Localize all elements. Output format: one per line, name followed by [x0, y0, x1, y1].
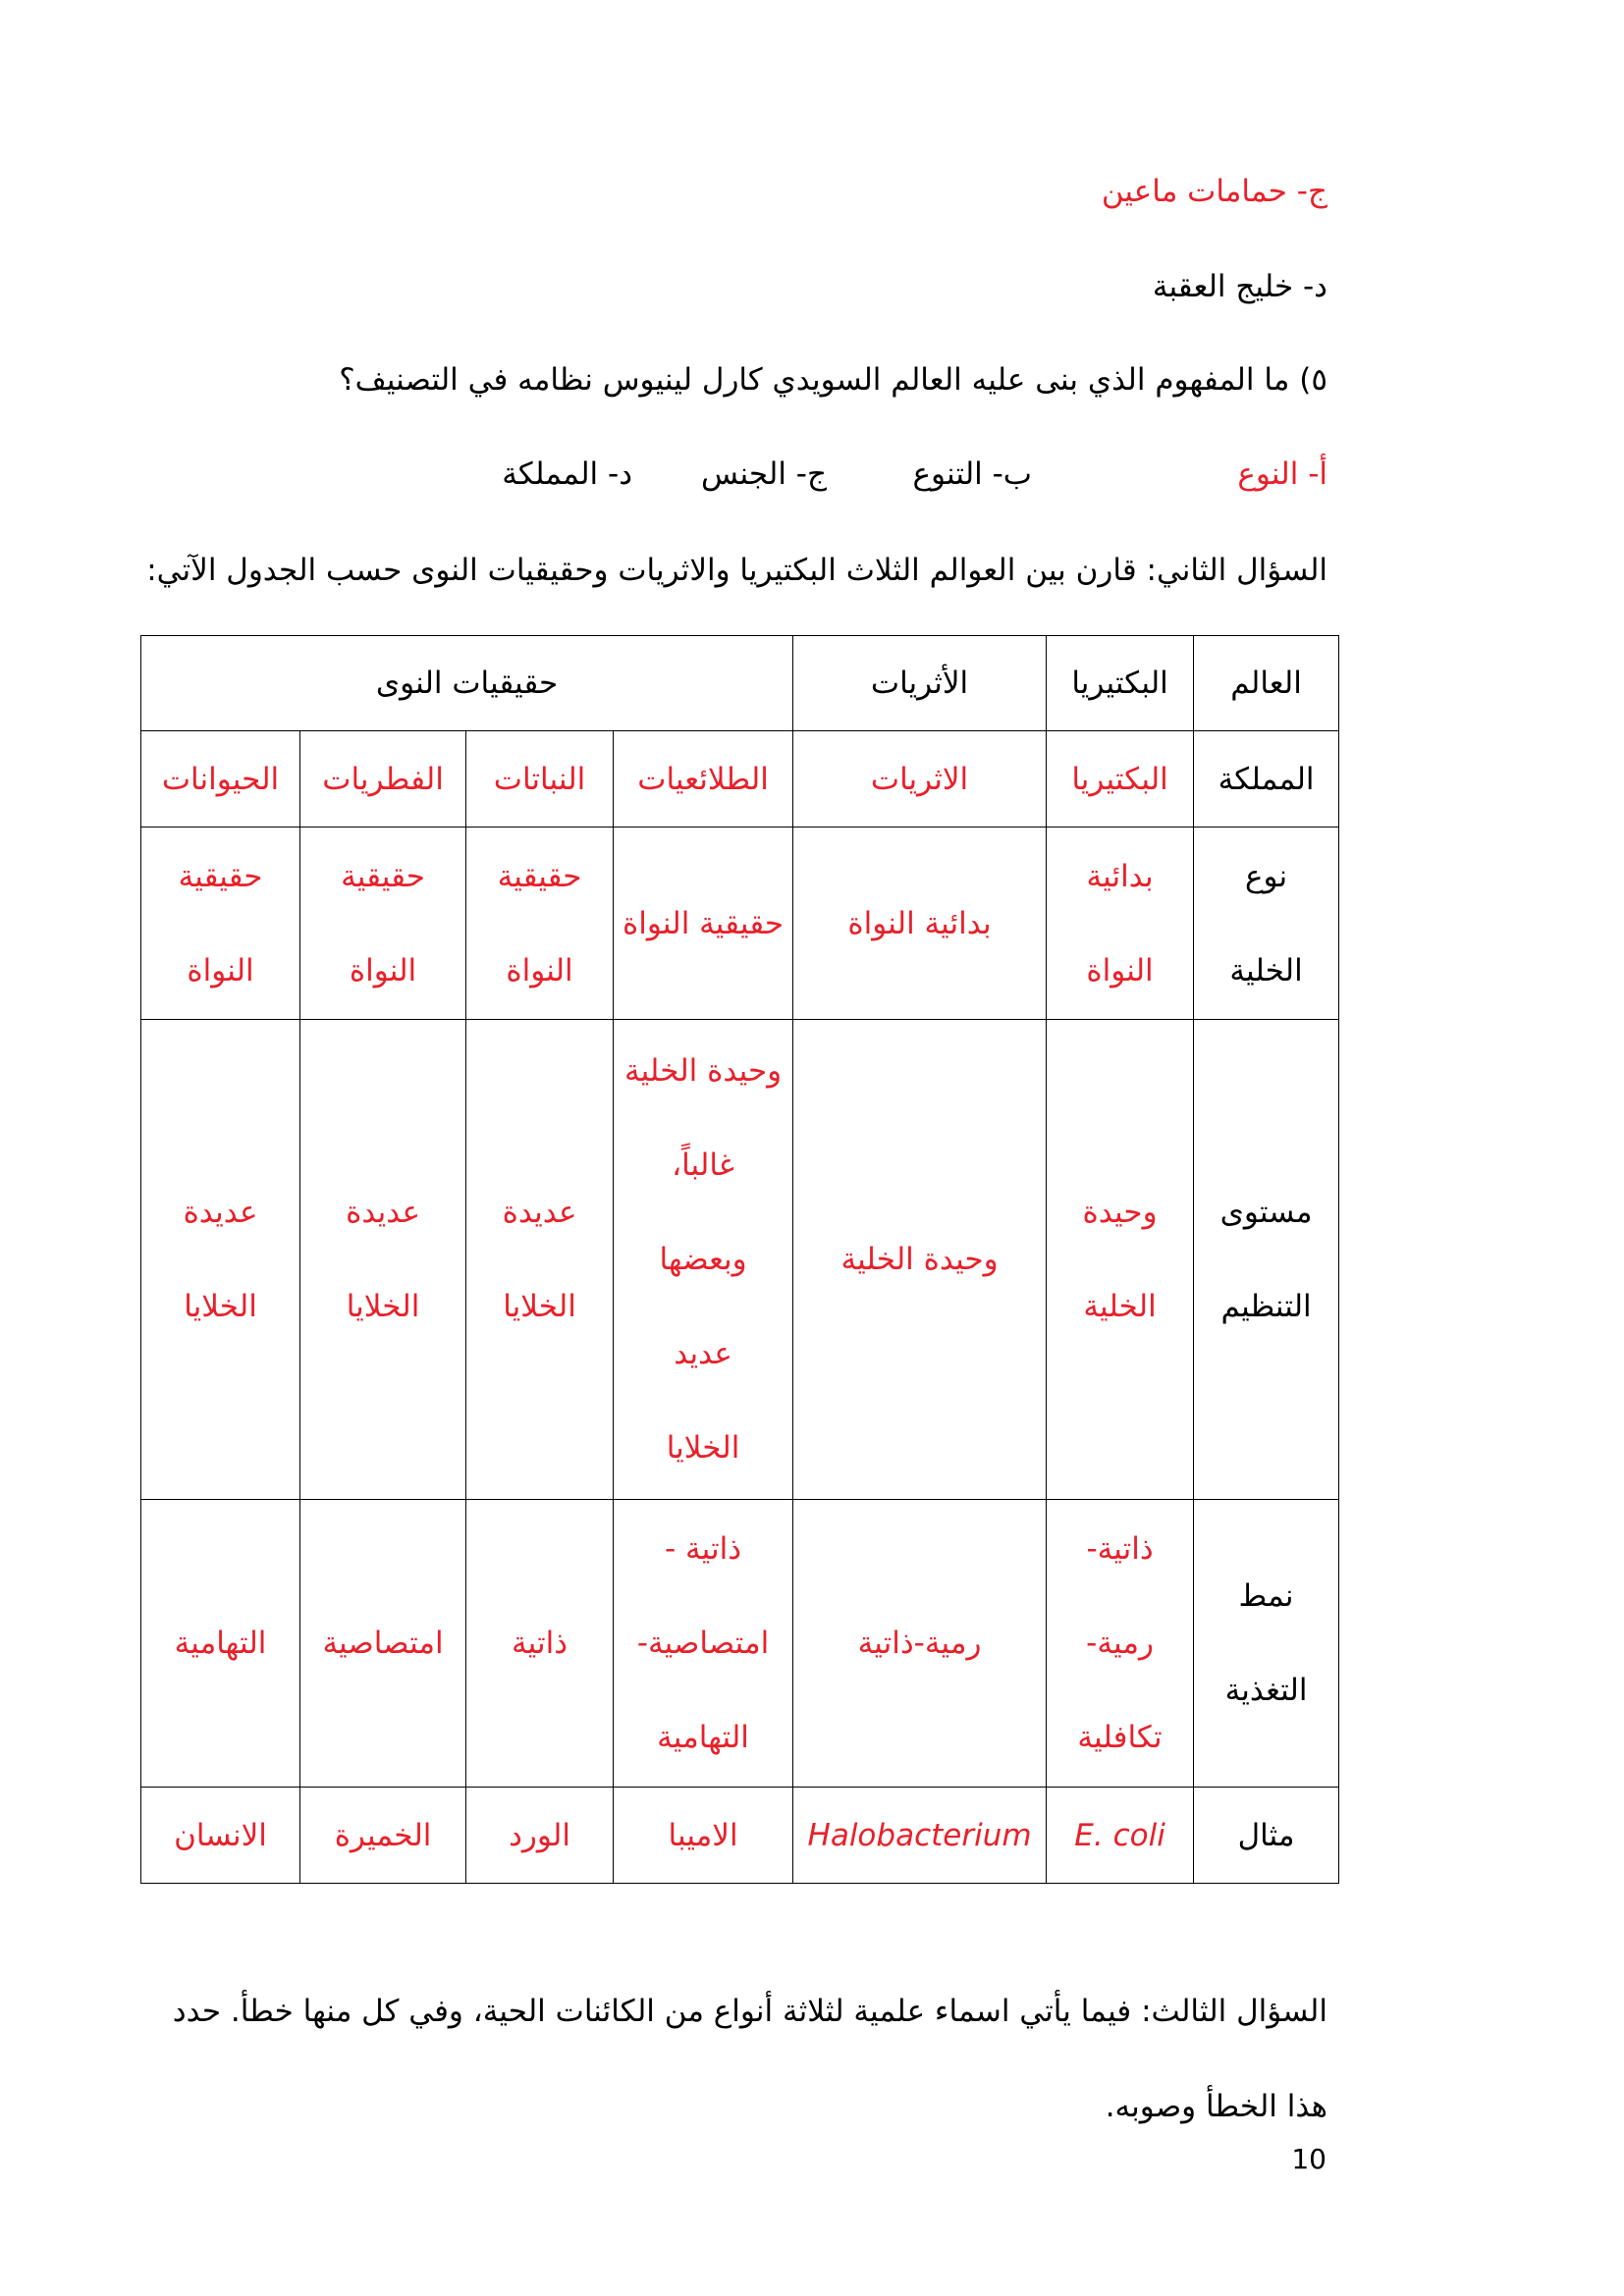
cell-example-protists: الاميبا	[614, 1788, 793, 1884]
question-2: السؤال الثاني: قارن بين العوالم الثلاث البكتيريا والاثريات وحقيقيات النوى حسب الجدول الآتي:	[146, 553, 1327, 588]
cell-example-bacteria: E. coli	[1047, 1788, 1194, 1884]
cell-kingdom-protists: الطلائعيات	[614, 731, 793, 828]
table-row-nutrition	[141, 1500, 1339, 1788]
row-label-organization: مستوى التنظيم	[1194, 1020, 1339, 1500]
header-eukarya: حقيقيات النوى	[141, 636, 793, 731]
header-bacteria: البكتيريا	[1047, 636, 1194, 731]
cell-celltype-animals: حقيقية النواة	[141, 828, 300, 1020]
option-d: د- المملكة	[502, 456, 632, 492]
question-3-line-2: هذا الخطأ وصوبه.	[1105, 2089, 1327, 2124]
header-domain: العالم	[1194, 636, 1339, 731]
table-row-example	[141, 1788, 1339, 1884]
cell-nutrition-archaea: رمية-ذاتية	[793, 1500, 1047, 1788]
row-label-kingdom: المملكة	[1194, 731, 1339, 828]
table-row-cell-type	[141, 828, 1339, 1020]
cell-org-fungi: عديدة الخلايا	[300, 1020, 466, 1500]
cell-celltype-bacteria: بدائية النواة	[1047, 828, 1194, 1020]
question-5-options	[247, 450, 1327, 499]
row-label-cell-type: نوع الخلية	[1194, 828, 1339, 1020]
prev-option-c: ج- حمامات ماعين	[1101, 174, 1327, 209]
cell-nutrition-bacteria: ذاتية- رمية- تكافلية	[1047, 1500, 1194, 1788]
cell-nutrition-animals: التهامية	[141, 1500, 300, 1788]
row-label-example: مثال	[1194, 1788, 1339, 1884]
table-row-organization	[141, 1020, 1339, 1500]
prev-option-d: د- خليج العقبة	[1152, 269, 1327, 304]
cell-nutrition-protists: ذاتية - امتصاصية- التهامية	[614, 1500, 793, 1788]
option-a-answer: أ- النوع	[1237, 456, 1327, 492]
cell-kingdom-fungi: الفطريات	[300, 731, 466, 828]
kingdoms-comparison-table	[140, 635, 1339, 1884]
cell-nutrition-fungi: امتصاصية	[300, 1500, 466, 1788]
question-3-line-1: السؤال الثالث: فيما يأتي اسماء علمية لثلاثة أنواع من الكائنات الحية، وفي كل منها خطأ. حدد	[172, 1994, 1327, 2029]
cell-celltype-archaea: بدائية النواة	[793, 828, 1047, 1020]
header-archaea: الأثريات	[793, 636, 1047, 731]
cell-celltype-protists: حقيقية النواة	[614, 828, 793, 1020]
table-header-row	[141, 636, 1339, 731]
page-number: 10	[1291, 2143, 1326, 2175]
question-5: ٥) ما المفهوم الذي بنى عليه العالم السويدي كارل لينيوس نظامه في التصنيف؟	[339, 362, 1327, 398]
cell-celltype-plants: حقيقية النواة	[466, 828, 614, 1020]
cell-org-archaea: وحيدة الخلية	[793, 1020, 1047, 1500]
cell-org-animals: عديدة الخلايا	[141, 1020, 300, 1500]
cell-kingdom-plants: النباتات	[466, 731, 614, 828]
option-c: ج- الجنس	[701, 456, 827, 492]
cell-celltype-fungi: حقيقية النواة	[300, 828, 466, 1020]
cell-nutrition-plants: ذاتية	[466, 1500, 614, 1788]
cell-org-plants: عديدة الخلايا	[466, 1020, 614, 1500]
cell-example-plants: الورد	[466, 1788, 614, 1884]
cell-kingdom-archaea: الاثريات	[793, 731, 1047, 828]
cell-example-fungi: الخميرة	[300, 1788, 466, 1884]
cell-org-bacteria: وحيدة الخلية	[1047, 1020, 1194, 1500]
cell-example-archaea: Halobacterium	[793, 1788, 1047, 1884]
option-b: ب- التنوع	[912, 456, 1032, 492]
cell-example-animals: الانسان	[141, 1788, 300, 1884]
table-row-kingdom	[141, 731, 1339, 828]
cell-kingdom-bacteria: البكتيريا	[1047, 731, 1194, 828]
cell-kingdom-animals: الحيوانات	[141, 731, 300, 828]
row-label-nutrition: نمط التغذية	[1194, 1500, 1339, 1788]
cell-org-protists: وحيدة الخلية غالباً، وبعضها عديد الخلايا	[614, 1020, 793, 1500]
